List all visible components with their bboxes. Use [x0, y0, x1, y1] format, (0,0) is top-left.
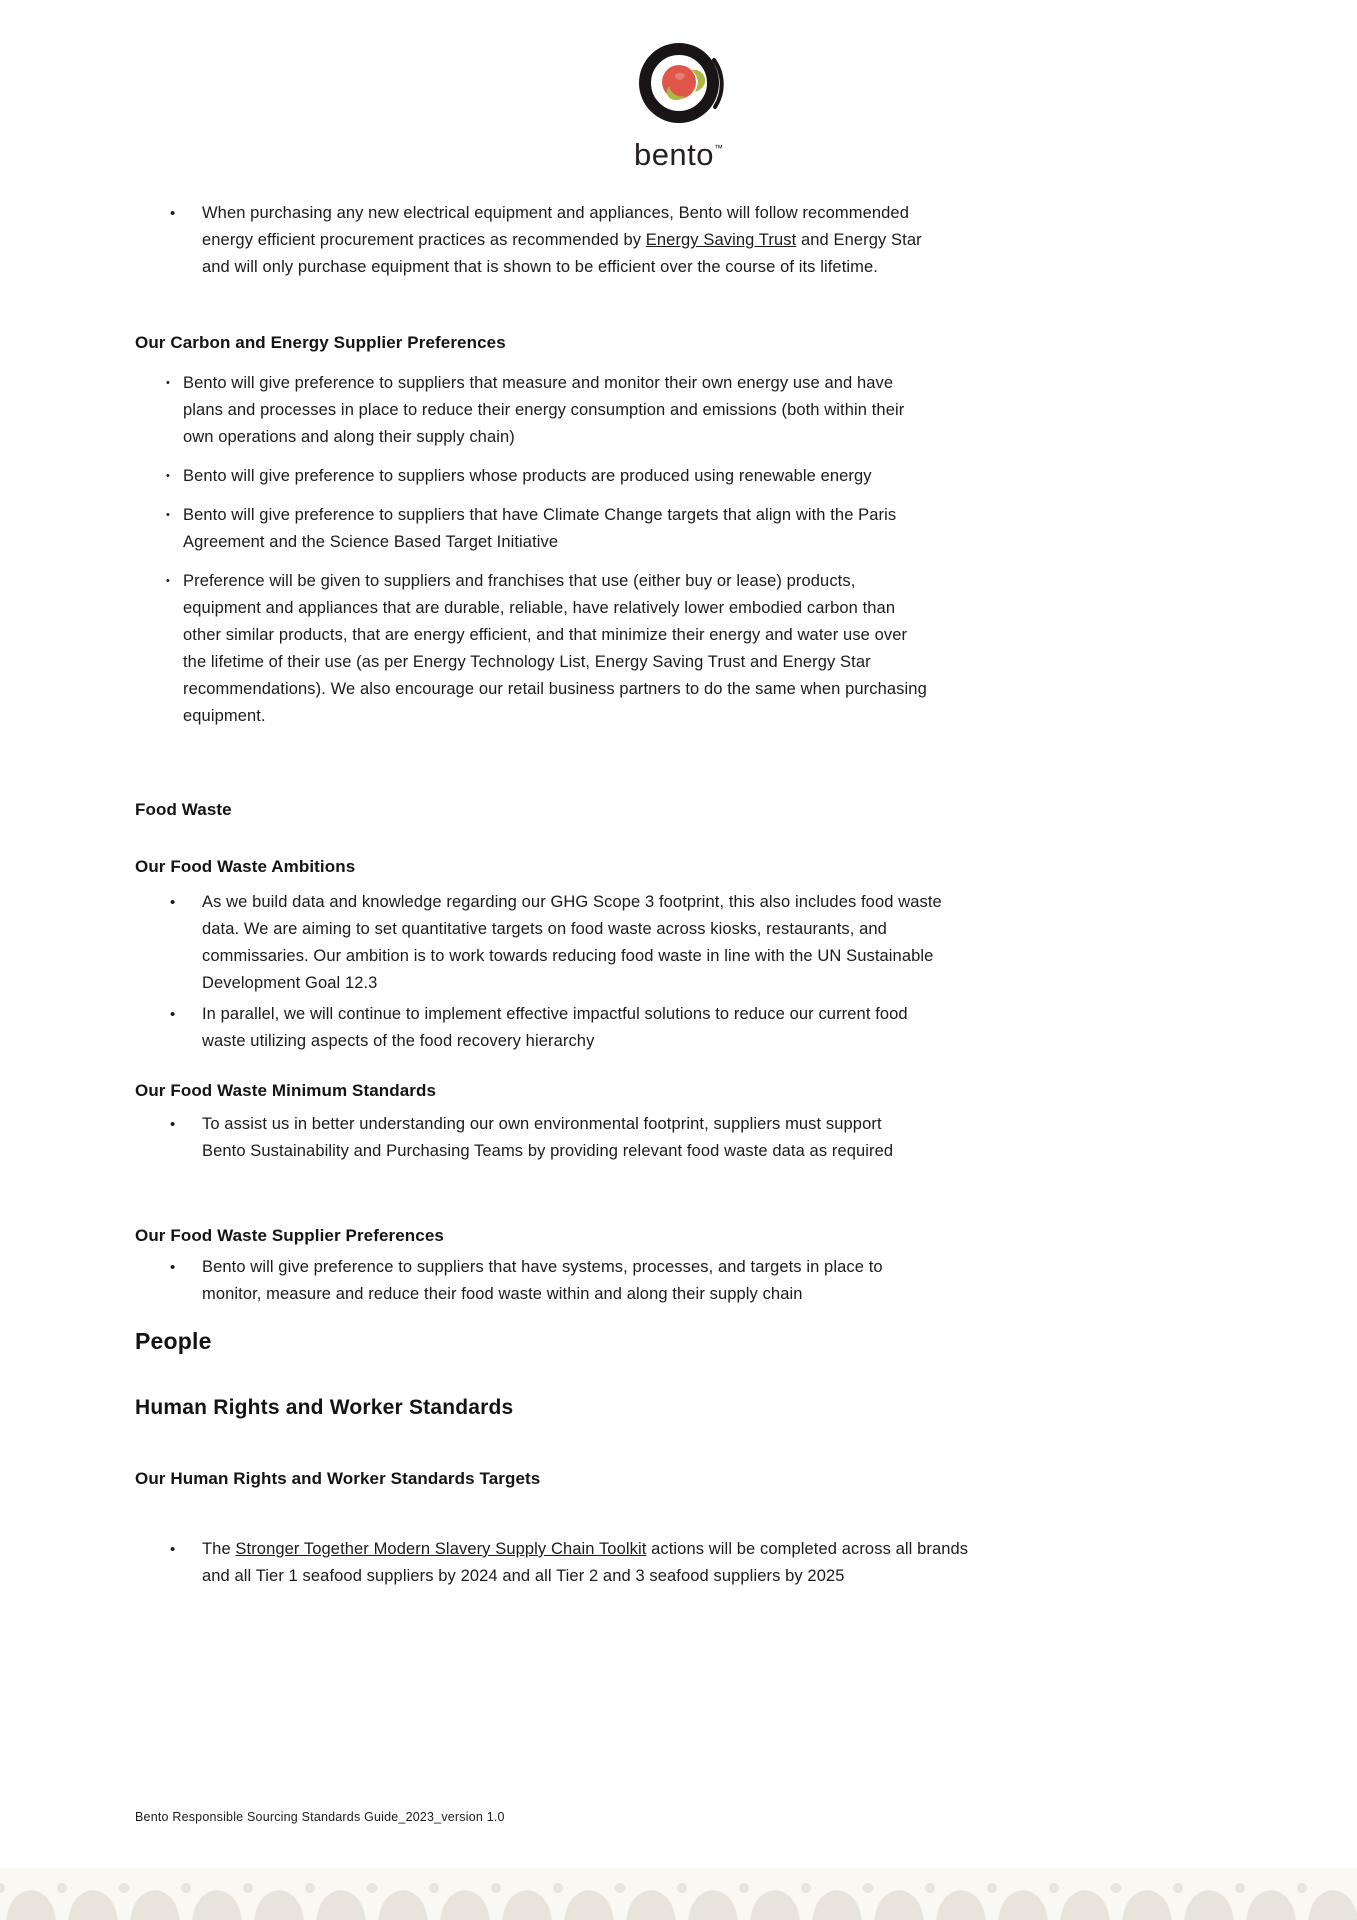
energy-saving-trust-link[interactable]: Energy Saving Trust [645, 231, 797, 249]
food-waste-heading: Food Waste [135, 800, 232, 819]
logo-wordmark [634, 139, 723, 170]
human-rights-targets-list [135, 1536, 985, 1590]
list-item [135, 568, 960, 730]
logo-brand-text: bento [633, 137, 715, 172]
food-waste-minimum-standards-list [135, 1111, 960, 1165]
bullet-icon: • [166, 575, 170, 587]
bullet-icon: • [166, 470, 170, 482]
stronger-together-toolkit-link[interactable]: Stronger Together Modern Slavery Supply Chain Toolkit [235, 1540, 647, 1558]
decorative-scallop-border [0, 1868, 1357, 1920]
bento-logo-icon [623, 34, 735, 141]
intro-bullet-post: and Energy Star and will only purchase equipment that is shown to be efficient over the course of its lifetime. [202, 231, 922, 276]
supplier-preferences-bullet-text: Bento will give preference to suppliers that have systems, processes, and targets in place to monitor, measure and reduce their food waste within and along their supply chain [202, 1258, 883, 1303]
bullet-icon: • [170, 1006, 176, 1023]
food-waste-supplier-preferences-list [135, 1254, 960, 1308]
human-rights-bullet-text [202, 1536, 972, 1590]
carbon-bullet-text: Bento will give preference to suppliers that measure and monitor their own energy use and have plans and processes in place to reduce their energy consumption and emissions (both within their own operations and along their supply chain) [183, 374, 905, 446]
list-item [135, 1111, 960, 1165]
bullet-icon: • [166, 509, 170, 521]
human-rights-heading: Human Rights and Worker Standards [135, 1396, 514, 1419]
minimum-standards-bullet-text: To assist us in better understanding our own environmental footprint, suppliers must support Bento Sustainability and Purchasing Teams by providing relevant food waste data as required [202, 1115, 894, 1160]
list-item [135, 889, 960, 997]
carbon-energy-preferences-list [135, 370, 960, 730]
bullet-icon: • [170, 205, 176, 222]
bullet-icon: • [166, 377, 170, 389]
list-item [135, 370, 960, 451]
intro-bullet-pre: When purchasing any new electrical equipment and appliances, Bento will follow recommended energy efficient procurement practices as recommended by [202, 204, 909, 249]
human-rights-bullet-post: actions will be completed across all brands and all Tier 1 seafood suppliers by 2024 and all Tier 2 and 3 seafood suppliers by 2025 [202, 1540, 969, 1585]
logo-trademark: ™ [714, 143, 724, 153]
carbon-energy-preferences-heading: Our Carbon and Energy Supplier Preferences [135, 333, 506, 352]
list-item [135, 1001, 960, 1055]
list-item [135, 200, 960, 281]
carbon-bullet-text: Bento will give preference to suppliers whose products are produced using renewable energy [183, 467, 872, 485]
people-heading: People [135, 1328, 212, 1354]
ambitions-bullet-text: In parallel, we will continue to implement effective impactful solutions to reduce our current food waste utilizing aspects of the food recovery hierarchy [202, 1005, 908, 1050]
list-item [135, 1254, 960, 1308]
footer-document-title: Bento Responsible Sourcing Standards Guide_2023_version 1.0 [135, 1810, 505, 1824]
food-waste-supplier-preferences-heading: Our Food Waste Supplier Preferences [135, 1226, 444, 1245]
food-waste-ambitions-heading: Our Food Waste Ambitions [135, 857, 356, 876]
intro-bullet-text [202, 200, 944, 281]
bullet-icon: • [170, 894, 176, 911]
human-rights-targets-heading: Our Human Rights and Worker Standards Targets [135, 1469, 541, 1488]
list-item [135, 463, 960, 490]
bullet-icon: • [170, 1116, 176, 1133]
intro-bullet-list [135, 200, 960, 281]
list-item [135, 502, 960, 556]
list-item [135, 1536, 985, 1590]
carbon-bullet-text: Preference will be given to suppliers and franchises that use (either buy or lease) products, equipment and appliances that are durable, reliable, have relatively lower embodied carbon than other similar products, that are energy efficient, and that minimize their energy and water use over the lifetime of their use (as per Energy Technology List, Energy Saving Trust and Energy Star recommendations). We also encourage our retail business partners to do the same when purchasing equipment. [183, 572, 927, 725]
bullet-icon: • [170, 1541, 176, 1558]
bullet-icon: • [170, 1259, 176, 1276]
bento-logo [0, 34, 1357, 170]
carbon-bullet-text: Bento will give preference to suppliers that have Climate Change targets that align with the Paris Agreement and the Science Based Target Initiative [183, 506, 897, 551]
food-waste-ambitions-list [135, 889, 960, 1055]
human-rights-bullet-pre: The [202, 1540, 236, 1558]
ambitions-bullet-text: As we build data and knowledge regarding our GHG Scope 3 footprint, this also includes food waste data. We are aiming to set quantitative targets on food waste across kiosks, restaurants, and commissaries. Our ambition is to work towards reducing food waste in line with the UN Sustainable Development Goal 12.3 [202, 893, 942, 992]
food-waste-minimum-standards-heading: Our Food Waste Minimum Standards [135, 1081, 437, 1100]
